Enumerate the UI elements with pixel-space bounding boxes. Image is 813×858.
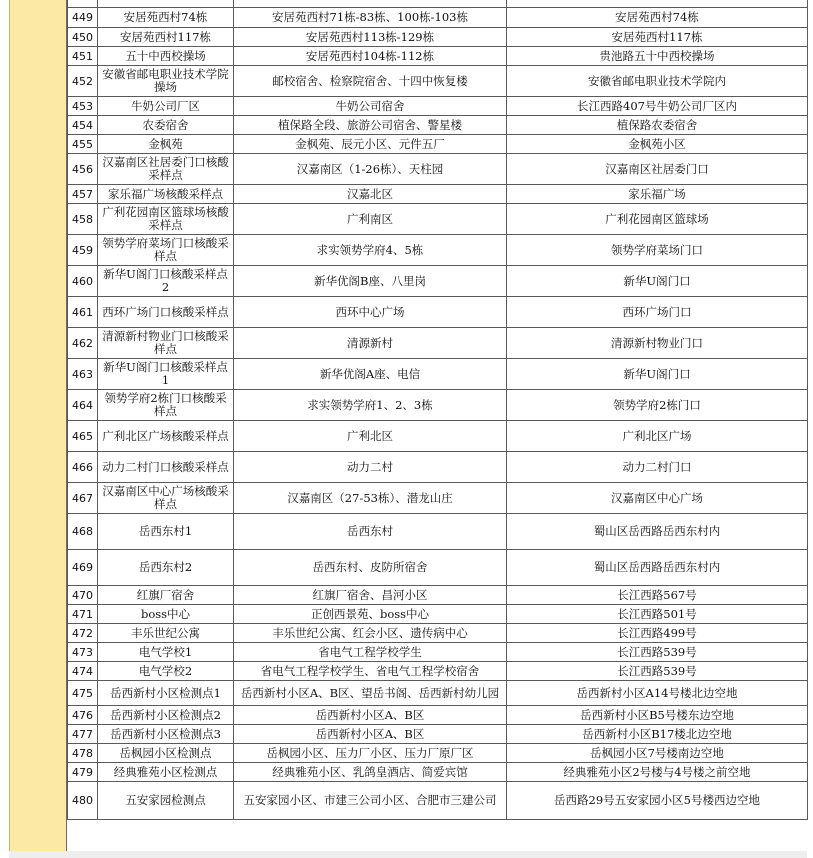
table-row — [68, 725, 808, 744]
addr-cell: 经典雅苑小区2号楼与4号楼之前空地 — [507, 763, 808, 782]
no-cell: 462 — [68, 328, 98, 359]
no-cell: 472 — [68, 624, 98, 643]
table-row — [68, 328, 808, 359]
table-row — [68, 782, 808, 820]
table-row — [68, 97, 808, 116]
name-cell: 广利花园南区篮球场核酸采样点 — [98, 204, 234, 235]
addr-cell: 岳西路29号五安家园小区5号楼西边空地 — [507, 782, 808, 820]
table-row — [68, 681, 808, 706]
name-cell: 岳西东村1 — [98, 514, 234, 550]
no-cell: 449 — [68, 8, 98, 28]
addr-cell: 西环广场门口 — [507, 297, 808, 328]
name-cell: 安居苑西村74栋 — [98, 8, 234, 28]
area-cell: 安居苑西村71栋-83栋、100栋-103栋 — [234, 8, 507, 28]
no-cell: 455 — [68, 135, 98, 154]
area-cell: 广利北区 — [234, 421, 507, 452]
no-cell: 480 — [68, 782, 98, 820]
addr-cell: 安居苑西村74栋 — [507, 8, 808, 28]
table-row — [68, 643, 808, 662]
name-cell: boss中心 — [98, 605, 234, 624]
bottom-edge — [9, 851, 807, 858]
no-cell: 459 — [68, 235, 98, 266]
no-cell: 468 — [68, 514, 98, 550]
table-row — [68, 185, 808, 204]
name-cell: 汉嘉南区中心广场核酸采样点 — [98, 483, 234, 514]
name-cell: 电气学校1 — [98, 643, 234, 662]
no-cell: 456 — [68, 154, 98, 185]
area-cell: 丰乐世纪公寓、红会小区、遗传病中心 — [234, 624, 507, 643]
table-row — [68, 706, 808, 725]
row-header-band — [9, 0, 67, 858]
no-cell: 467 — [68, 483, 98, 514]
addr-cell: 汉嘉南区中心广场 — [507, 483, 808, 514]
no-cell: 458 — [68, 204, 98, 235]
area-cell: 汉嘉南区（27-53栋）、潜龙山庄 — [234, 483, 507, 514]
table-row — [68, 116, 808, 135]
no-cell: 477 — [68, 725, 98, 744]
name-cell: 岳西新村小区检测点3 — [98, 725, 234, 744]
name-cell: 金枫苑 — [98, 135, 234, 154]
name-cell: 安徽省邮电职业技术学院操场 — [98, 66, 234, 97]
addr-cell: 长江西路407号牛奶公司厂区内 — [507, 97, 808, 116]
table-row — [68, 154, 808, 185]
name-cell: 广利北区广场核酸采样点 — [98, 421, 234, 452]
area-cell: 汉嘉北区 — [234, 185, 507, 204]
no-cell: 465 — [68, 421, 98, 452]
addr-cell: 长江西路567号 — [507, 586, 808, 605]
addr-cell: 新华U阁门口 — [507, 266, 808, 297]
table-row — [68, 483, 808, 514]
area-cell: 省电气工程学校学生 — [234, 643, 507, 662]
addr-cell: 安徽省邮电职业技术学院内 — [507, 66, 808, 97]
addr-cell: 安居苑西村117栋 — [507, 28, 808, 47]
no-cell: 470 — [68, 586, 98, 605]
addr-cell: 广利北区广场 — [507, 421, 808, 452]
table-row — [68, 514, 808, 550]
table-row — [68, 8, 808, 28]
name-cell: 丰乐世纪公寓 — [98, 624, 234, 643]
area-cell: 省电气工程学校学生、省电气工程学校宿舍 — [234, 662, 507, 681]
no-cell: 475 — [68, 681, 98, 706]
addr-cell: 长江西路539号 — [507, 643, 808, 662]
name-cell: 岳西新村小区检测点2 — [98, 706, 234, 725]
name-cell: 五安家园检测点 — [98, 782, 234, 820]
no-cell: 450 — [68, 28, 98, 47]
area-cell: 岳西东村、皮防所宿舍 — [234, 550, 507, 586]
table-row — [68, 204, 808, 235]
name-cell: 经典雅苑小区检测点 — [98, 763, 234, 782]
area-cell: 牛奶公司宿舍 — [234, 97, 507, 116]
no-cell: 478 — [68, 744, 98, 763]
name-cell: 农委宿舍 — [98, 116, 234, 135]
name-cell: 领势学府2栋门口核酸采样点 — [98, 390, 234, 421]
addr-cell — [507, 0, 808, 8]
area-cell: 汉嘉南区（1-26栋）、天柱园 — [234, 154, 507, 185]
addr-cell: 岳枫园小区7号楼南边空地 — [507, 744, 808, 763]
no-cell: 474 — [68, 662, 98, 681]
area-cell: 邮校宿舍、检察院宿舍、十四中恢复楼 — [234, 66, 507, 97]
area-cell: 金枫苑、辰元小区、元件五厂 — [234, 135, 507, 154]
table-row — [68, 605, 808, 624]
table-row — [68, 66, 808, 97]
table-row — [68, 297, 808, 328]
area-cell: 安居苑西村113栋-129栋 — [234, 28, 507, 47]
name-cell — [98, 0, 234, 8]
no-cell: 476 — [68, 706, 98, 725]
addr-cell: 长江西路499号 — [507, 624, 808, 643]
table-row — [68, 135, 808, 154]
addr-cell: 家乐福广场 — [507, 185, 808, 204]
area-cell: 红旗厂宿舍、昌河小区 — [234, 586, 507, 605]
name-cell: 新华U阁门口核酸采样点1 — [98, 359, 234, 390]
name-cell: 电气学校2 — [98, 662, 234, 681]
page-margin — [0, 0, 9, 858]
area-cell: 岳西新村小区A、B区、望岳书阁、岳西新村幼儿园 — [234, 681, 507, 706]
no-cell: 466 — [68, 452, 98, 483]
area-cell: 五安家园小区、市建三公司小区、合肥市三建公司 — [234, 782, 507, 820]
addr-cell: 蜀山区岳西路岳西东村内 — [507, 550, 808, 586]
name-cell: 红旗厂宿舍 — [98, 586, 234, 605]
addr-cell: 领势学府2栋门口 — [507, 390, 808, 421]
table-row — [68, 421, 808, 452]
name-cell: 领势学府菜场门口核酸采样点 — [98, 235, 234, 266]
area-cell: 清源新村 — [234, 328, 507, 359]
table-row — [68, 452, 808, 483]
table-row — [68, 359, 808, 390]
table-row — [68, 662, 808, 681]
area-cell: 求实领势学府4、5栋 — [234, 235, 507, 266]
name-cell: 牛奶公司厂区 — [98, 97, 234, 116]
name-cell: 五十中西校操场 — [98, 47, 234, 66]
addr-cell: 金枫苑小区 — [507, 135, 808, 154]
addr-cell: 岳西新村小区B17楼北边空地 — [507, 725, 808, 744]
addr-cell: 新华U阁门口 — [507, 359, 808, 390]
no-cell: 452 — [68, 66, 98, 97]
name-cell: 岳西东村2 — [98, 550, 234, 586]
addr-cell: 汉嘉南区社居委门口 — [507, 154, 808, 185]
no-cell: 471 — [68, 605, 98, 624]
name-cell: 西环广场门口核酸采样点 — [98, 297, 234, 328]
table-row — [68, 586, 808, 605]
name-cell: 岳西新村小区检测点1 — [98, 681, 234, 706]
addr-cell: 蜀山区岳西路岳西东村内 — [507, 514, 808, 550]
no-cell: 453 — [68, 97, 98, 116]
name-cell: 岳枫园小区检测点 — [98, 744, 234, 763]
addr-cell: 岳西新村小区A14号楼北边空地 — [507, 681, 808, 706]
table-row — [68, 390, 808, 421]
no-cell: 473 — [68, 643, 98, 662]
no-cell: 461 — [68, 297, 98, 328]
addr-cell: 长江西路539号 — [507, 662, 808, 681]
addr-cell: 岳西新村小区B5号楼东边空地 — [507, 706, 808, 725]
area-cell: 植保路全段、旅游公司宿舍、警星楼 — [234, 116, 507, 135]
table-row — [68, 550, 808, 586]
no-cell: 460 — [68, 266, 98, 297]
area-cell: 西环中心广场 — [234, 297, 507, 328]
no-cell: 469 — [68, 550, 98, 586]
area-cell: 正创西景苑、boss中心 — [234, 605, 507, 624]
area-cell: 岳西新村小区A、B区 — [234, 706, 507, 725]
area-cell: 新华优阁B座、八里岗 — [234, 266, 507, 297]
table-row — [68, 0, 808, 8]
addr-cell: 植保路农委宿舍 — [507, 116, 808, 135]
area-cell: 动力二村 — [234, 452, 507, 483]
area-cell: 安居苑西村104栋-112栋 — [234, 47, 507, 66]
no-cell — [68, 0, 98, 8]
name-cell: 清源新村物业门口核酸采样点 — [98, 328, 234, 359]
no-cell: 479 — [68, 763, 98, 782]
addr-cell: 领势学府菜场门口 — [507, 235, 808, 266]
table-row — [68, 47, 808, 66]
area-cell: 岳西新村小区A、B区 — [234, 725, 507, 744]
table-row — [68, 624, 808, 643]
table-body — [68, 0, 808, 820]
area-cell: 岳枫园小区、压力厂小区、压力厂原厂区 — [234, 744, 507, 763]
name-cell: 新华U阁门口核酸采样点2 — [98, 266, 234, 297]
addr-cell: 贵池路五十中西校操场 — [507, 47, 808, 66]
area-cell: 岳西东村 — [234, 514, 507, 550]
addr-cell: 动力二村门口 — [507, 452, 808, 483]
area-cell — [234, 0, 507, 8]
no-cell: 463 — [68, 359, 98, 390]
name-cell: 汉嘉南区社居委门口核酸采样点 — [98, 154, 234, 185]
table-row — [68, 235, 808, 266]
no-cell: 451 — [68, 47, 98, 66]
table-row — [68, 763, 808, 782]
table-row — [68, 266, 808, 297]
name-cell: 安居苑西村117栋 — [98, 28, 234, 47]
addr-cell: 清源新村物业门口 — [507, 328, 808, 359]
area-cell: 经典雅苑小区、乳鸽皇酒店、简爱宾馆 — [234, 763, 507, 782]
table-row — [68, 28, 808, 47]
name-cell: 动力二村门口核酸采样点 — [98, 452, 234, 483]
area-cell: 求实领势学府1、2、3栋 — [234, 390, 507, 421]
addr-cell: 长江西路501号 — [507, 605, 808, 624]
area-cell: 广利南区 — [234, 204, 507, 235]
sampling-point-table — [67, 0, 808, 820]
no-cell: 454 — [68, 116, 98, 135]
no-cell: 464 — [68, 390, 98, 421]
table-row — [68, 744, 808, 763]
area-cell: 新华优阁A座、电信 — [234, 359, 507, 390]
no-cell: 457 — [68, 185, 98, 204]
name-cell: 家乐福广场核酸采样点 — [98, 185, 234, 204]
addr-cell: 广利花园南区篮球场 — [507, 204, 808, 235]
